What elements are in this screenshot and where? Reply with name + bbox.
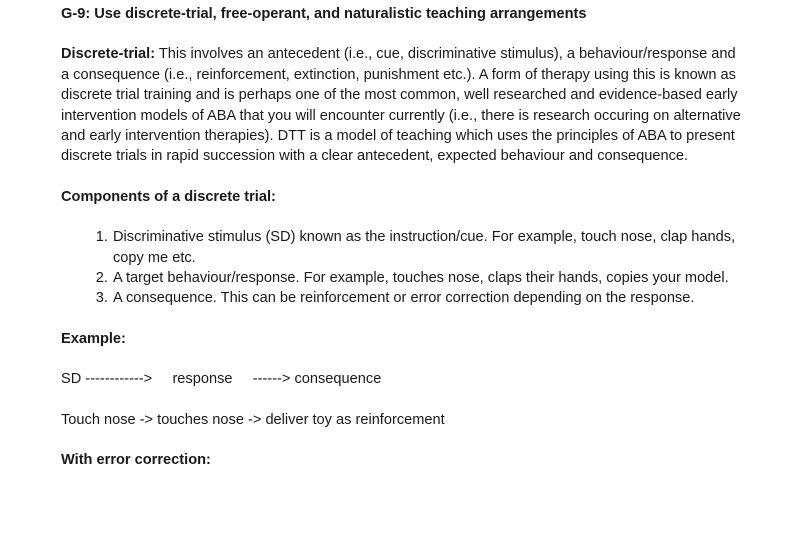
discrete-trial-lead: Discrete-trial: [61,46,156,63]
discrete-trial-paragraph [61,44,741,166]
list-item: 1. Discriminative stimulus (SD) known as the instruction/cue. For example, touch nose, clap hands, copy me etc. [112,227,741,268]
components-list [61,227,741,309]
discrete-trial-text: This involves an antecedent (i.e., cue, discriminative stimulus), a behaviour/response and a consequence (i.e., reinforcement, extinction, punishment etc.). A form of therapy using this is known as discrete trial training and is perhaps one of the most common, well researched and evidence-based early intervention models of ABA that you will encounter currently (i.e., there is research occuring on alternative and early intervention therapies). DTT is a model of teaching which uses the principles of ABA to present discrete trials in rapid succession with a clear antecedent, expected behaviour and consequence. [61,46,741,165]
document-page [61,4,741,471]
sd-flow-line: SD ------------> response ------> consequence [61,371,382,388]
example-heading: Example: [61,330,126,347]
error-correction-heading: With error correction: [61,452,211,469]
example-line: Touch nose -> touches nose -> deliver toy as reinforcement [61,411,445,428]
page-title: G-9: Use discrete-trial, free-operant, and naturalistic teaching arrangements [61,6,587,22]
list-item: 3. A consequence. This can be reinforcement or error correction depending on the response. [112,288,741,308]
list-item: 2. A target behaviour/response. For example, touches nose, claps their hands, copies your model. [112,268,741,288]
components-heading: Components of a discrete trial: [61,188,276,205]
